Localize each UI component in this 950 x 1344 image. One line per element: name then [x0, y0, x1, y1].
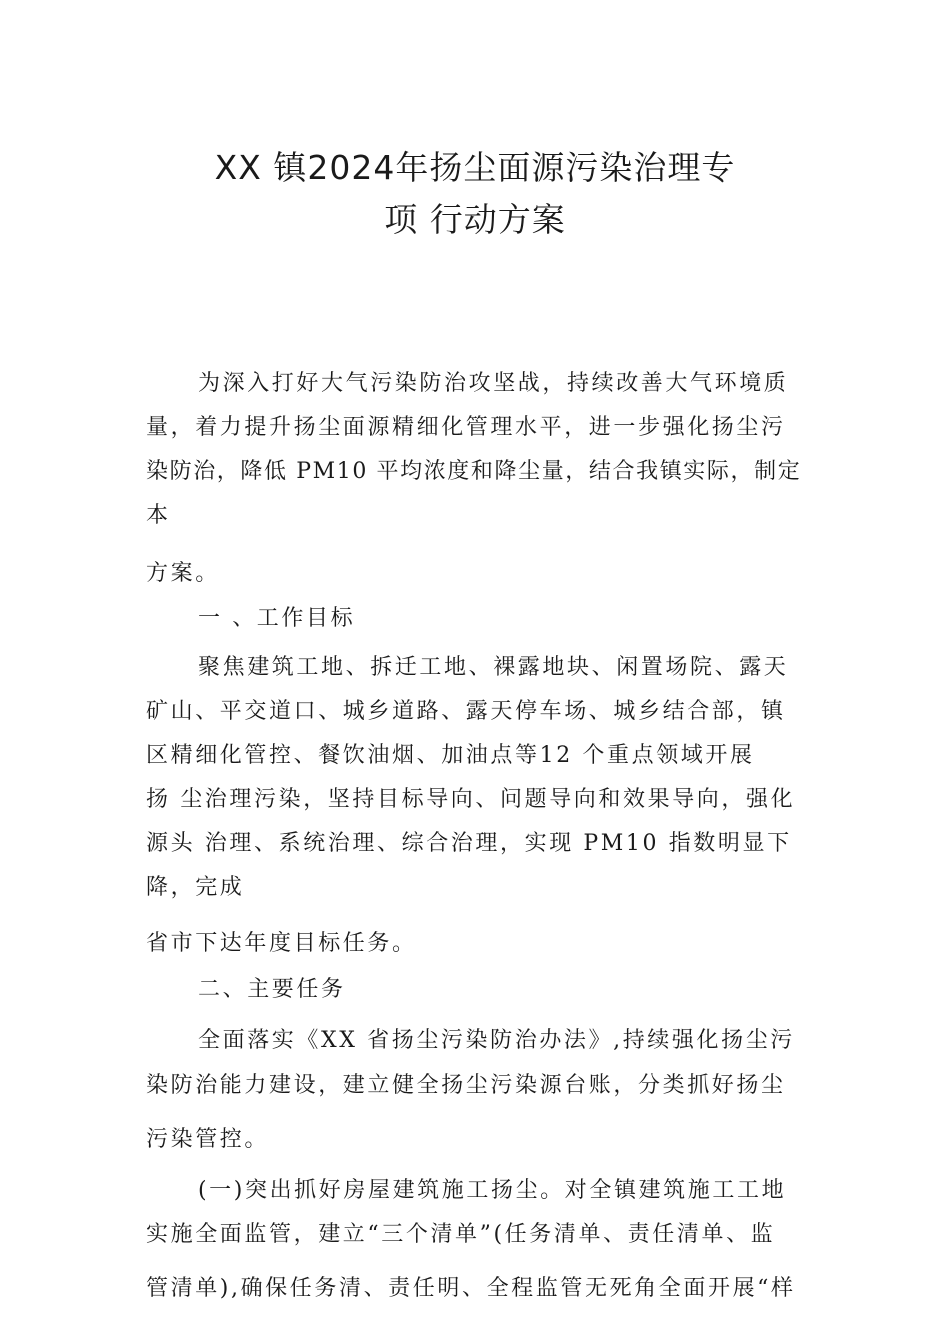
body-line-17: 污染管控。: [146, 1127, 270, 1152]
body-line-20: 管清单),确保任务清、责任明、全程监管无死角全面开展“样: [146, 1276, 796, 1301]
document-title-line-2: 项 行动方案: [384, 200, 566, 239]
body-line-5: 方案。: [146, 561, 220, 586]
document-title-line-1: XX 镇2024年扬尘面源污染治理专: [214, 148, 736, 187]
body-line-15: 全面落实《XX 省扬尘污染防治办法》,持续强化扬尘污: [198, 1028, 795, 1053]
body-line-8: 矿山、平交道口、城乡道路、露天停车场、城乡结合部，镇: [146, 699, 786, 724]
body-line-16: 染防治能力建设，建立健全扬尘污染源台账，分类抓好扬尘: [146, 1073, 786, 1098]
body-line-19: 实施全面监管，建立“三个清单”(任务清单、责任清单、监: [146, 1222, 776, 1247]
body-line-3: 染防治，降低 PM10 平均浓度和降尘量，结合我镇实际，制定: [146, 459, 802, 484]
body-line-12: 降，完成: [146, 875, 245, 900]
body-line-9: 区精细化管控、餐饮油烟、加油点等12 个重点领域开展: [146, 743, 755, 768]
section-heading-1: 一 、工作目标: [198, 606, 356, 631]
body-line-11: 源头 治理、系统治理、综合治理，实现 PM10 指数明显下: [146, 831, 792, 856]
body-line-10: 扬 尘治理污染，坚持目标导向、问题导向和效果导向，强化: [146, 787, 796, 812]
body-line-4: 本: [146, 503, 171, 528]
body-line-7: 聚焦建筑工地、拆迁工地、裸露地块、闲置场院、露天: [198, 655, 789, 680]
body-line-1: 为深入打好大气污染防治攻坚战，持续改善大气环境质: [198, 371, 789, 396]
section-heading-2: 二、主要任务: [198, 977, 346, 1002]
body-line-18: (一)突出抓好房屋建筑施工扬尘。对全镇建筑施工工地: [198, 1178, 787, 1203]
body-line-2: 量，着力提升扬尘面源精细化管理水平，进一步强化扬尘污: [146, 415, 786, 440]
body-line-13: 省市下达年度目标任务。: [146, 931, 417, 956]
